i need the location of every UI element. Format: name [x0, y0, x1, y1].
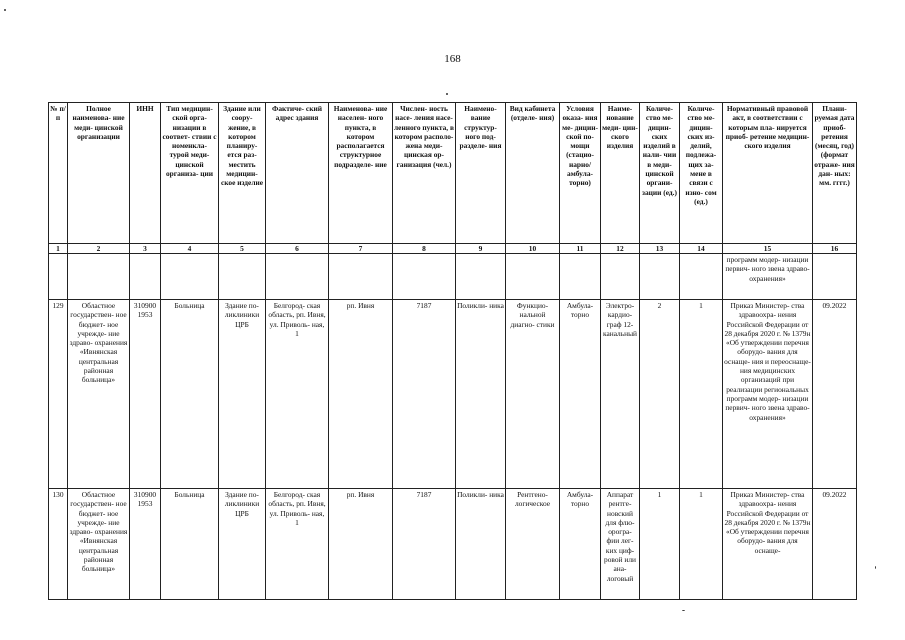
address-cell: Белгород- ская область, рп. Ивня, ул. Приволь- ная, 1 — [266, 300, 329, 489]
empty-cell — [813, 254, 857, 300]
column-number: 7 — [329, 244, 393, 254]
continuation-text: программ модер- низации первич- ного звена здраво- охранения» — [723, 254, 813, 300]
legal-act: Приказ Министер- ства здравоохра- нения Российской Федерации от 28 декабря 2020 г. № 1379н «Об утверждении перечня оборудо- вания для оснаще- — [723, 489, 813, 600]
empty-cell — [640, 254, 680, 300]
empty-cell — [329, 254, 393, 300]
division-cell: Поликли- ника — [456, 300, 506, 489]
org-type: Больница — [161, 300, 219, 489]
empty-cell — [456, 254, 506, 300]
column-number: 2 — [68, 244, 130, 254]
organization-name: Областное государствен- ное бюджет- ное учрежде- ние здраво- охранения «Ивнянская центральная районная больница» — [68, 300, 130, 489]
organization-name: Областное государствен- ное бюджет- ное учрежде- ние здраво- охранения «Ивнянская центральная районная больница» — [68, 489, 130, 600]
column-number: 13 — [640, 244, 680, 254]
column-number: 1 — [49, 244, 68, 254]
empty-cell — [68, 254, 130, 300]
empty-cell — [601, 254, 640, 300]
available-count: 2 — [640, 300, 680, 489]
scan-speck — [446, 93, 448, 95]
column-number: 16 — [813, 244, 857, 254]
row-number: 129 — [49, 300, 68, 489]
replace-count: 1 — [680, 300, 723, 489]
empty-cell — [393, 254, 456, 300]
header-cell: ИНН — [130, 103, 161, 244]
header-cell: Наиме- нование меди- цин- ского изделия — [601, 103, 640, 244]
device-cell: Электро- кардио- граф 12- канальный — [601, 300, 640, 489]
column-number: 14 — [680, 244, 723, 254]
header-cell: Вид кабинета (отделе- ния) — [506, 103, 560, 244]
building-cell: Здание по- ликлиники ЦРБ — [219, 489, 266, 600]
address-cell: Белгород- ская область, рп. Ивня, ул. Приволь- ная, 1 — [266, 489, 329, 600]
device-cell: Аппарат рентге- новский для флю- орогра- фии лег- ких циф- ровой или ана- логовый — [601, 489, 640, 600]
column-number: 12 — [601, 244, 640, 254]
org-type: Больница — [161, 489, 219, 600]
header-cell: Тип медицин- ской орга- низации в соответ- ствии с номенкла- турой меди- цинской организа- ции — [161, 103, 219, 244]
continuation-row — [49, 254, 857, 300]
column-number: 15 — [723, 244, 813, 254]
purchase-date: 09.2022 — [813, 300, 857, 489]
empty-cell — [680, 254, 723, 300]
population-cell: 7187 — [393, 300, 456, 489]
header-cell: Числен- ность насе- ления насе- ленного пункта, в котором располо- жена меди- цинская ор- ганизация (чел.) — [393, 103, 456, 244]
settlement-cell: рп. Ивня — [329, 300, 393, 489]
header-cell: Полное наименова- ние меди- цинской организации — [68, 103, 130, 244]
column-number: 9 — [456, 244, 506, 254]
page-number: 168 — [444, 53, 461, 65]
empty-cell — [266, 254, 329, 300]
inn-cell: 310900 1953 — [130, 300, 161, 489]
scan-speck — [875, 566, 876, 569]
building-cell: Здание по- ликлиники ЦРБ — [219, 300, 266, 489]
column-number: 4 — [161, 244, 219, 254]
legal-act: Приказ Министер- ства здравоохра- нения Российской Федерации от 28 декабря 2020 г. № 1379н «Об утверждении перечня оборудо- вания для оснаще- ния и переоснаще- ния медицинских организаций при реализации региональных программ модер- низации первич- ного звена здраво- охранения» — [723, 300, 813, 489]
conditions-cell: Амбула- торно — [560, 489, 601, 600]
empty-cell — [49, 254, 68, 300]
empty-cell — [506, 254, 560, 300]
replace-count: 1 — [680, 489, 723, 600]
column-number: 6 — [266, 244, 329, 254]
empty-cell — [219, 254, 266, 300]
table-row — [49, 300, 857, 489]
header-cell: № п/п — [49, 103, 68, 244]
empty-cell — [560, 254, 601, 300]
division-cell: Поликли- ника — [456, 489, 506, 600]
medical-equipment-table — [48, 102, 857, 600]
column-number-row — [49, 244, 857, 254]
empty-cell — [130, 254, 161, 300]
scan-speck — [682, 610, 685, 611]
empty-cell — [161, 254, 219, 300]
header-row — [49, 103, 857, 244]
column-number: 5 — [219, 244, 266, 254]
cabinet-cell: Рентгено- логическое — [506, 489, 560, 600]
header-cell: Наимено- вание структур- ного под- разделе- ния — [456, 103, 506, 244]
header-cell: Нормативный правовой акт, в соответствии с которым пла- нируется приоб- ретение медицин- ского изделия — [723, 103, 813, 244]
column-number: 10 — [506, 244, 560, 254]
header-cell: Здание или соору- жение, в котором планиру- ется раз- местить медицин- ское изделие — [219, 103, 266, 244]
header-cell: Наименова- ние населен- ного пункта, в котором располагается структурное подразделе- ние — [329, 103, 393, 244]
cabinet-cell: Функцио- нальной диагно- стики — [506, 300, 560, 489]
scan-speck — [4, 9, 6, 11]
inn-cell: 310900 1953 — [130, 489, 161, 600]
row-number: 130 — [49, 489, 68, 600]
header-cell: Плани- руемая дата приоб- ретения (месяц, год) (формат отраже- ния дан- ных: мм. гггг.) — [813, 103, 857, 244]
column-number: 11 — [560, 244, 601, 254]
column-number: 3 — [130, 244, 161, 254]
settlement-cell: рп. Ивня — [329, 489, 393, 600]
header-cell: Количе- ство ме- дицин- ских из- делий, подлежа- щих за- мене в связи с изно- сом (ед.) — [680, 103, 723, 244]
header-cell: Количе- ство ме- дицин- ских изделий в нали- чии в меди- цинской органи- зации (ед.) — [640, 103, 680, 244]
table-row — [49, 489, 857, 600]
available-count: 1 — [640, 489, 680, 600]
conditions-cell: Амбула- торно — [560, 300, 601, 489]
header-cell: Условия оказа- ния ме- дицин- ской по- мощи (стацио- нарно/ амбула- торно) — [560, 103, 601, 244]
purchase-date: 09.2022 — [813, 489, 857, 600]
column-number: 8 — [393, 244, 456, 254]
header-cell: Фактиче- ский адрес здания — [266, 103, 329, 244]
population-cell: 7187 — [393, 489, 456, 600]
